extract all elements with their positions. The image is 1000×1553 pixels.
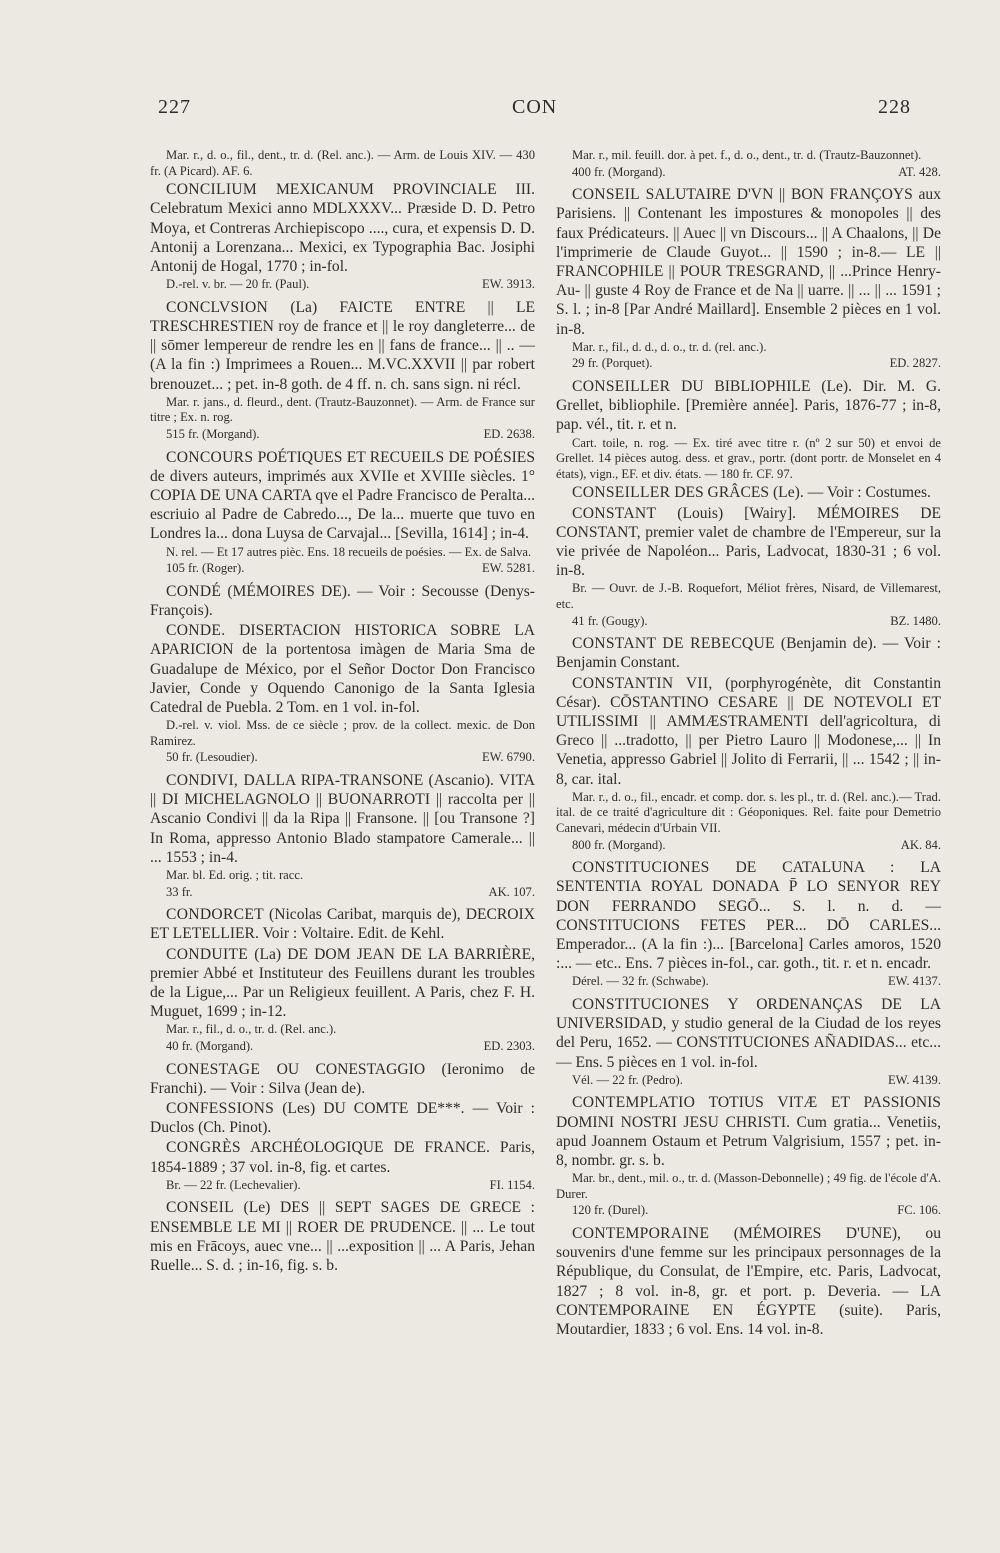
entry-headword: CONDIVI, — [166, 772, 239, 789]
entry-text: OU CONESTAGGIO (Ieronimo de Franchi). — Voir : Silva (Jean de). — [150, 1060, 535, 1097]
sale-info: Vél. — 22 fr. (Pedro). — [572, 1072, 683, 1087]
sale-info: 515 fr. (Morgand). — [166, 427, 260, 441]
entry-headword: CONSTANT — [572, 504, 657, 522]
catalogue-entry — [150, 1138, 535, 1176]
price-line — [150, 561, 535, 577]
catalogue-ref: FC. 106. — [897, 1203, 941, 1218]
catalogue-ref: AK. 84. — [900, 837, 941, 852]
binding-note: Mar. r., fil., d. d., d. o., tr. d. (rel. anc.). — [572, 339, 767, 354]
catalogue-entry — [150, 771, 535, 867]
sale-info: 120 fr. (Durel). — [572, 1203, 649, 1218]
catalogue-ref: ED. 2638. — [483, 427, 535, 441]
entry-headword: CONDÉ — [166, 582, 222, 600]
entry-headword: CONCLVSION — [166, 298, 269, 316]
price-line — [556, 165, 941, 181]
entry-headword: CONSEILLER — [572, 484, 671, 502]
entry-text: (La) DE DOM JEAN DE LA BARRIÈRE, premier Abbé et Instituteur des Feuillens durant les troubles de la Ligue,... Par un Religieux feuillent. A Paris, chez F. H. Muguet, 1699 ; in-12. — [150, 945, 535, 1021]
catalogue-ref: BZ. 1480. — [890, 613, 941, 628]
entry-text: SALUTAIRE D'VN || BON FRANÇOYS aux Parisiens. || Contenant les impostures & monopoles || des faux Prédicateurs. || Auec || vn Discours... || A Chaalons, || De l'imprimerie de Claude Guyot... || 1590 ; in-8.— LE || FRANCOPHILE || POUR TRESGRAND, || ...Prince Henry-Au- || guste 4 Roy de France et de Na || uarre. || ... || ... 1591 ; S. l. ; in-8 [Par André Maillard]. Ensemble 2 pièces en 1 vol. in-8. — [556, 186, 941, 338]
entry-headword: CONCILIUM — [166, 181, 258, 199]
binding-note: Cart. toile, n. rog. — Ex. tiré avec titre r. (nº 2 sur 50) et envoi de Grellet. 14 pièces autog. dess. et grav., portr. (dont portr. de Monselet en 4 états), vign., EF. et div. états. — 180 fr. CF. 97. — [556, 435, 941, 481]
entry-text: (porphyrogénète, dit Constantin César). CŌSTANTINO CESARE || DE NOTEVOLI ET UTILISSIMI || AMMÆSTRAMENTI dell'agricoltura, di Greco || ...tradotto, || per Pietro Lauro || Modonese,... || In Venetia, appresso Gabriel || Jolito di Ferrarii, || ... 1542 ; || in-8, car. ital. — [556, 674, 941, 788]
sale-info: Dérel. — 32 fr. (Schwabe). — [572, 974, 709, 989]
price-line — [150, 427, 535, 443]
catalogue-entry — [556, 483, 941, 502]
entry-headword: CONSTANT DE REBECQUE — [572, 635, 775, 653]
sale-info: D.-rel. v. br. — 20 fr. (Paul). — [166, 277, 310, 292]
catalogue-entry — [556, 504, 941, 581]
entry-text: (MÉMOIRES DE). — Voir : Secousse (Denys-François). — [150, 582, 536, 619]
price-line — [150, 1178, 535, 1194]
binding-note: Mar. r. jans., d. fleurd., dent. (Trautz-Bauzonnet). — Arm. de France sur titre ; Ex. n. rog. — [150, 394, 535, 425]
entry-headword: CONDE. — [166, 622, 226, 640]
entry-headword: CONESTAGE — [166, 1060, 261, 1078]
price-line — [150, 1039, 535, 1055]
catalogue-entry — [556, 185, 941, 339]
price-line — [556, 1203, 941, 1219]
sale-info: 40 fr. (Morgand). — [166, 1039, 254, 1054]
entry-headword: CONTEMPLATIO — [572, 1094, 696, 1112]
binding-note: Mar. bl. Ed. orig. ; tit. racc. — [166, 868, 304, 883]
entry-text: DALLA RIPA-TRANSONE (Ascanio). VITA || DI MICHELAGNOLO || BUONARROTI || raccolta per || Ascanio Condivi || da la Ripa || Fransone. || [ou Transone ?] In Roma, appresso Antonio Blado stampatore Camerale... || ... 1553 ; in-4. — [150, 772, 535, 866]
entry-text: Y ORDENANÇAS DE LA UNIVERSIDAD, y studio general de la Ciudad de los reyes del Peru, 1652. — CONSTITUCIONES AÑADIDAS... etc... — Ens. 5 pièces en 1 vol. in-fol. — [556, 996, 941, 1071]
entry-headword: CONSTANTIN VII, — [572, 674, 713, 692]
sale-info: 400 fr. (Morgand). — [572, 164, 666, 179]
catalogue-entry — [150, 1060, 535, 1098]
catalogue-entry — [556, 1093, 941, 1170]
entry-text: TOTIUS VITÆ ET PASSIONIS DOMINI NOSTRI JESU CHRISTI. Cum gratia... Venetiis, apud Joannem Ostaum et Petrum Valgrisium, 1557 ; pet. in-8, nombr. gr. s. b. — [556, 1094, 941, 1170]
entry-text: (Le) DES || SEPT SAGES DE GRECE : ENSEMBLE LE MI || ROER DE PRUDENCE. || ... Le tout mis en Frācoys, auec vne... || ...exposition || ... A Paris, Jehan Ruelle... S. d. ; in-16, fig. s. b. — [150, 1199, 535, 1275]
entry-headword: CONTEMPORAINE — [572, 1225, 710, 1242]
catalogue-entry — [150, 945, 535, 1022]
binding-note: Mar. r., fil., d. o., tr. d. (Rel. anc.). — [166, 1022, 337, 1037]
left-page-number: 227 — [158, 96, 191, 118]
entry-text: DE CATALUNA : LA SENTENTIA ROYAL DONADA P̄ LO SENYOR REY DON FERRANDO SEGŌ... S. l. n. d. — CONSTITUCIONS FETES PER... DŌ CARLES... Emperador... (A la fin :)... [Barcelona] Carles amoros, 1520 :... — etc.. Ens. 7 pièces in-fol., car. goth., tit. r. et n. encadr. — [556, 859, 941, 973]
catalogue-ref: ED. 2303. — [483, 1039, 535, 1054]
entry-text: DISERTACION HISTORICA SOBRE LA APARICION de la portentosa imàgen de Maria Sma de Guadalupe de México, por el Señor Doctor Don Francisco Javier, Conde y Oquendo Canonigo de la Santa Iglesia Catedral de Puebla. 2 Tom. en 1 vol. in-fol. — [150, 622, 535, 717]
catalogue-entry — [150, 621, 535, 717]
price-line — [150, 750, 535, 766]
catalogue-entry — [556, 674, 941, 789]
price-line — [556, 614, 941, 630]
entry-text: DES GRÂCES (Le). — Voir : Costumes. — [674, 484, 931, 502]
entry-headword: CONSTITUCIONES — [572, 859, 710, 877]
catalogue-entry — [150, 582, 535, 620]
entry-headword: CONSTITUCIONES — [572, 996, 710, 1013]
catalogue-entry — [150, 298, 535, 394]
price-line — [150, 885, 535, 901]
sale-info: Br. — 22 fr. (Lechevalier). — [166, 1177, 301, 1192]
catalogue-entry — [150, 1198, 535, 1275]
catalogue-ref: EW. 4139. — [887, 1072, 941, 1087]
right-column — [556, 148, 941, 1340]
binding-note: N. rel. — Et 17 autres pièc. Ens. 18 recueils de poésies. — Ex. de Salva. — [166, 544, 532, 559]
catalogue-ref: EW. 4137. — [887, 974, 941, 989]
binding-note: Mar. r., d. o., fil., dent., tr. d. (Rel. anc.). — Arm. de Louis XIV. — 430 fr. (A Picard). AF. 6. — [150, 148, 535, 178]
catalogue-ref: EW. 3913. — [481, 277, 535, 292]
catalogue-ref: EW. 6790. — [481, 750, 535, 765]
entry-headword: CONDUITE — [166, 945, 249, 963]
catalogue-entry — [150, 180, 535, 276]
catalogue-entry — [556, 858, 941, 973]
catalogue-entry — [556, 995, 941, 1072]
entry-text: (La) FAICTE ENTRE || LE TRESCHRESTIEN roy de france et || le roy dangleterre... de || sōmer lempereur de rendre les en || fans de france... || .. — (A la fin :) Imprimees a Rouen... M.VC.XXVII || par robert brenouzet... ; pet. in-8 goth. de 4 ff. n. ch. sans sign. ni récl. — [150, 298, 535, 393]
right-page-number: 228 — [878, 96, 911, 118]
catalogue-ref: AT. 428. — [898, 164, 941, 179]
binding-note: Mar. r., d. o., fil., encadr. et comp. dor. s. les pl., tr. d. (Rel. anc.).— Trad. ital. de ce traité d'agriculture dit : Géoponiques. Rel. faite pour Demetrio Canevari, médecin d'Urbain VII. — [556, 789, 941, 835]
entry-text: POÉTIQUES ET RECUEILS DE POÉSIES de divers auteurs, imprimés aux XVIIe et XVIIIe siècles. 1° COPIA DE UNA CARTA qve el Padre Francisco de Peralta... escriuio al Padre de Cabredo..., De la... muerte que tuvo en Londres la... dona Luysa de Carvajal... [Sevilla, 1614] ; in-4. — [150, 448, 536, 543]
catalogue-ref: ED. 2827. — [889, 356, 941, 371]
catalogue-entry — [556, 634, 941, 672]
entry-text: (Benjamin de). — Voir : Benjamin Constant. — [556, 635, 941, 672]
entry-text: ARCHÉOLOGIQUE DE FRANCE. Paris, 1854-1889 ; 37 vol. in-8, fig. et cartes. — [150, 1139, 536, 1176]
sale-info: 50 fr. (Lesoudier). — [166, 750, 258, 765]
binding-note: Br. — Ouvr. de J.-B. Roquefort, Méliot frères, Nisard, de Villemarest, etc. — [556, 581, 941, 611]
binding-note: Mar. r., mil. feuill. dor. à pet. f., d. o., dent., tr. d. (Trautz-Bauzonnet). — [572, 148, 922, 162]
sale-info: 105 fr. (Roger). — [166, 561, 245, 576]
entry-headword: CONGRÈS — [166, 1139, 241, 1157]
binding-note: D.-rel. v. viol. Mss. de ce siècle ; prov. de la collect. mexic. de Don Ramirez. — [150, 718, 535, 748]
entry-text: MEXICANUM PROVINCIALE III. Celebratum Mexici anno MDLXXXV... Præside D. D. Petro Moya, et Contreras Archiepiscopo ...., cura, et expensis D. D. Antonij a Lorenzana... Mexici, ex Typographia Bac. Josiphi Antonij de Hogal, 1770 ; in-fol. — [150, 181, 535, 275]
entry-text: (Nicolas Caribat, marquis de), DECROIX ET LETELLIER. Voir : Voltaire. Edit. de Kehl. — [150, 906, 535, 943]
catalogue-entry — [150, 905, 535, 943]
price-line — [556, 838, 941, 854]
entry-text: (Louis) [Wairy]. MÉMOIRES DE CONSTANT, premier valet de chambre de l'Empereur, sur la vie privée de Napoléon... Paris, Ladvocat, 1830-31 ; 6 vol. in-8. — [556, 504, 941, 580]
sale-info: 41 fr. (Gougy). — [572, 613, 648, 628]
catalogue-ref: EW. 5281. — [481, 561, 535, 576]
running-head: CON — [512, 96, 558, 118]
entry-headword: CONCOURS — [166, 448, 254, 466]
left-column — [150, 148, 535, 1276]
entry-headword: CONSEIL — [166, 1199, 234, 1217]
entry-text: (Les) DU COMTE DE***. — Voir : Duclos (Ch. Pinot). — [150, 1100, 535, 1137]
catalogue-entry — [556, 377, 941, 435]
sale-info: 33 fr. — [166, 884, 193, 899]
entry-headword: CONSEIL — [572, 186, 640, 204]
entry-headword: CONSEILLER — [572, 378, 671, 395]
price-line — [556, 356, 941, 372]
entry-text: DU BIBLIOPHILE (Le). Dir. M. G. Grellet, bibliophile. [Première année]. Paris, 1876-77 ; in-8, pap. vél., tit. r. et n. — [556, 378, 941, 434]
catalogue-entry — [150, 1099, 535, 1137]
price-line — [556, 1073, 941, 1089]
binding-note: Mar. br., dent., mil. o., tr. d. (Masson-Debonnelle) ; 49 fig. de l'école d'A. Durer. — [556, 1171, 941, 1201]
entry-headword: CONFESSIONS — [166, 1100, 275, 1118]
price-line — [150, 277, 535, 293]
sale-info: 800 fr. (Morgand). — [572, 837, 666, 852]
price-line — [556, 974, 941, 990]
catalogue-entry — [556, 1224, 941, 1339]
catalogue-ref: AK. 107. — [488, 884, 535, 899]
entry-text: (MÉMOIRES D'UNE), ou souvenirs d'une femme sur les principaux personnages de la République, du Consulat, de l'Empire, etc. Paris, Ladvocat, 1827 ; 8 vol. in-8, gr. et port. p. Deveria. — LA CONTEMPORAINE EN ÉGYPTE (suite). Paris, Moutardier, 1833 ; 6 vol. Ens. 14 vol. in-8. — [556, 1225, 941, 1339]
catalogue-ref: FI. 1154. — [489, 1177, 535, 1192]
entry-headword: CONDORCET — [166, 906, 264, 924]
sale-info: 29 fr. (Porquet). — [572, 356, 653, 371]
catalogue-entry — [150, 448, 535, 544]
